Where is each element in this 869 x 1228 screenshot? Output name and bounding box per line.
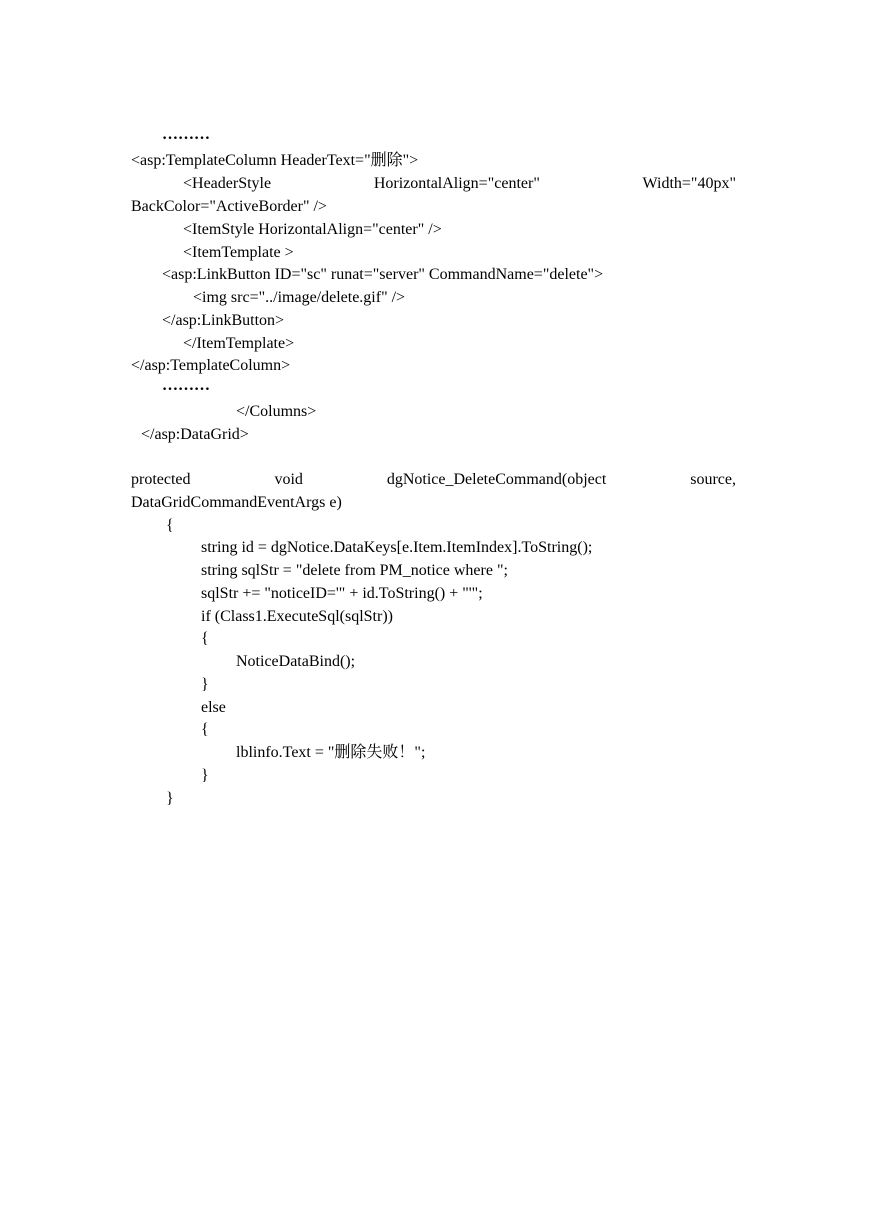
code-line: <asp:LinkButton ID="sc" runat="server" CommandName="delete"> bbox=[162, 266, 604, 283]
ellipsis-line: ……… bbox=[162, 377, 210, 394]
code-token: dgNotice_DeleteCommand(object bbox=[386, 471, 607, 488]
code-line: { bbox=[201, 721, 209, 738]
code-line: <asp:TemplateColumn HeaderText="删除"> bbox=[131, 152, 419, 169]
code-line: BackColor="ActiveBorder" /> bbox=[131, 198, 327, 215]
code-line-justified bbox=[183, 174, 736, 194]
code-line: </ItemTemplate> bbox=[183, 335, 295, 352]
code-line: } bbox=[201, 767, 209, 784]
code-line: } bbox=[201, 676, 209, 693]
code-line: </Columns> bbox=[236, 403, 317, 420]
code-token: protected bbox=[131, 471, 191, 488]
code-line: if (Class1.ExecuteSql(sqlStr)) bbox=[201, 608, 393, 625]
code-line: <ItemTemplate > bbox=[183, 244, 294, 261]
code-line: <img src="../image/delete.gif" /> bbox=[193, 289, 406, 306]
code-line: </asp:TemplateColumn> bbox=[131, 357, 291, 374]
ellipsis-line: ……… bbox=[162, 126, 210, 143]
code-line-justified bbox=[131, 470, 736, 490]
code-line: DataGridCommandEventArgs e) bbox=[131, 494, 342, 511]
code-line: lblinfo.Text = "删除失败！"; bbox=[236, 744, 426, 761]
code-line: } bbox=[166, 790, 174, 807]
code-line: string sqlStr = "delete from PM_notice where "; bbox=[201, 562, 508, 579]
code-token: <HeaderStyle bbox=[183, 175, 272, 192]
code-token: Width="40px" bbox=[642, 175, 736, 192]
code-token: HorizontalAlign="center" bbox=[373, 175, 540, 192]
code-token: source, bbox=[690, 471, 736, 488]
code-line: string id = dgNotice.DataKeys[e.Item.ItemIndex].ToString(); bbox=[201, 539, 593, 556]
code-line: </asp:LinkButton> bbox=[162, 312, 285, 329]
code-line: { bbox=[166, 517, 174, 534]
code-line: else bbox=[201, 699, 226, 716]
code-line: <ItemStyle HorizontalAlign="center" /> bbox=[183, 221, 442, 238]
code-line: </asp:DataGrid> bbox=[141, 426, 249, 443]
code-token: void bbox=[274, 471, 303, 488]
code-line: NoticeDataBind(); bbox=[236, 653, 356, 670]
code-line: sqlStr += "noticeID='" + id.ToString() + "'"; bbox=[201, 585, 483, 602]
code-line: { bbox=[201, 630, 209, 647]
